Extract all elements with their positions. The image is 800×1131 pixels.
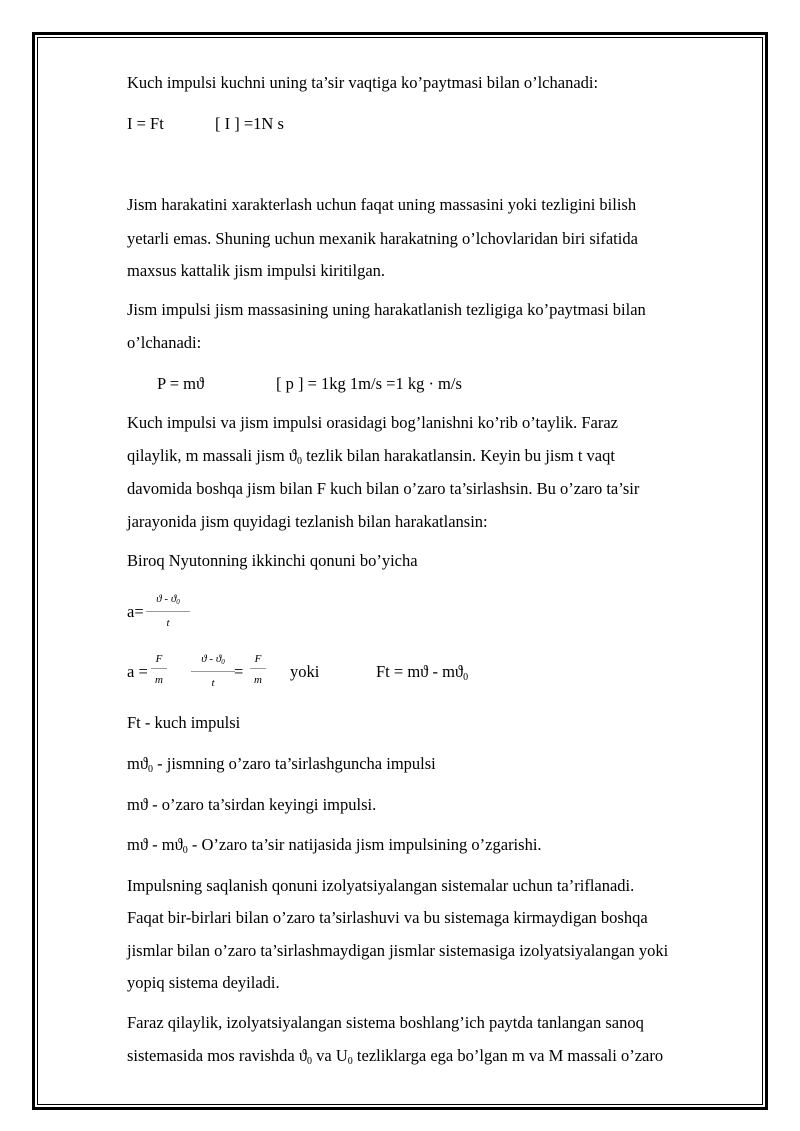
equation-newton-lhs: a = bbox=[127, 662, 148, 681]
formula-lhs: I = Ft bbox=[127, 114, 164, 133]
fraction-force-mass bbox=[151, 653, 167, 686]
text-line bbox=[127, 446, 615, 472]
text-line: maxsus kattalik jism impulsi kiritilgan. bbox=[127, 261, 386, 280]
equals-sign: = bbox=[234, 662, 244, 681]
fraction-denominator: t bbox=[166, 617, 170, 629]
fraction-denominator: m bbox=[254, 674, 262, 686]
formula-unit: [ I ] =1N s bbox=[215, 114, 284, 133]
text-line: jismlar bilan o’zaro ta’sirlashmaydigan jismlar sistemasiga izolyatsiyalangan yoki bbox=[127, 941, 669, 960]
fraction-bar bbox=[146, 611, 190, 612]
fraction-denominator: t bbox=[211, 677, 215, 689]
fraction-numerator: F bbox=[254, 653, 262, 665]
fraction-force-mass bbox=[250, 653, 266, 686]
text-line: Biroq Nyutonning ikkinchi qonuni bo’yicha bbox=[127, 551, 418, 570]
fraction-numerator: ϑ - $ϑ_0$ bbox=[156, 593, 180, 606]
fraction-velocity-change bbox=[191, 653, 235, 689]
fraction-numerator: ϑ - $ϑ_0$ bbox=[201, 653, 225, 666]
fraction-numerator: F bbox=[155, 653, 163, 665]
definition-line: mϑ - o’zaro ta’sirdan keyingi impulsi. bbox=[127, 795, 377, 814]
text-line: sistemasida mos ravishda $ϑ_0$ va $U_0$ tezliklarga ega bo’lgan m va M massali o’zaro bbox=[127, 1046, 664, 1067]
fraction-velocity-change bbox=[146, 593, 190, 629]
fraction-bar bbox=[191, 671, 235, 672]
formula-impulse-force bbox=[127, 114, 164, 134]
subscript: 0 bbox=[296, 456, 302, 467]
text-line: Kuch impulsi va jism impulsi orasidagi bog’lanishni ko’rib o’taylik. Faraz bbox=[127, 413, 618, 432]
text-fragment: tezlik bilan harakatlansin. Keyin bu jism t vaqt bbox=[301, 446, 615, 465]
formula-momentum-unit: [ p ] = 1kg 1m/s =1 kg · m/s bbox=[276, 374, 462, 393]
text-line: Faqat bir-birlari bilan o’zaro ta’sirlashuvi va bu sistemaga kirmaydigan boshqa bbox=[127, 908, 648, 927]
definition-line: Ft - kuch impulsi bbox=[127, 713, 241, 732]
text-line: yopiq sistema deyiladi. bbox=[127, 973, 280, 992]
text-line: Faraz qilaylik, izolyatsiyalangan sistema boshlang’ich paytda tanlangan sanoq bbox=[127, 1013, 644, 1032]
text-line: Jism impulsi jism massasining uning harakatlanish tezligiga ko’paytmasi bilan bbox=[127, 300, 646, 319]
text-line: yetarli emas. Shuning uchun mexanik harakatning o’lchovlaridan biri sifatida bbox=[127, 229, 638, 248]
fraction-denominator: m bbox=[155, 674, 163, 686]
text-line: o’lchanadi: bbox=[127, 333, 202, 352]
definition-line: $mϑ_0$ - jismning o’zaro ta’sirlashguncha impulsi bbox=[127, 754, 436, 775]
fraction-bar bbox=[250, 668, 266, 669]
text-line: Impulsning saqlanish qonuni izolyatsiyalangan sistemalar uchun ta’riflanadi. bbox=[127, 876, 635, 895]
equation-impulse-change: $Ft = mϑ - mϑ_0$ bbox=[376, 662, 469, 683]
text-yoki: yoki bbox=[290, 662, 320, 681]
text-line: davomida boshqa jism bilan F kuch bilan o’zaro ta’sirlashsin. Bu o’zaro ta’sir bbox=[127, 479, 640, 498]
text-line: jarayonida jism quyidagi tezlanish bilan harakatlansin: bbox=[127, 512, 488, 531]
fraction-bar bbox=[151, 668, 167, 669]
text-fragment: qilaylik, m massali jism ϑ bbox=[127, 446, 297, 465]
formula-momentum: P = mϑ bbox=[157, 374, 205, 393]
text-line: Kuch impulsi kuchni uning ta’sir vaqtiga ko’paytmasi bilan o’lchanadi: bbox=[127, 73, 599, 92]
definition-line: mϑ - $mϑ_0$ - O’zaro ta’sir natijasida jism impulsining o’zgarishi. bbox=[127, 835, 542, 856]
text-line: Jism harakatini xarakterlash uchun faqat uning massasini yoki tezligini bilish bbox=[127, 195, 637, 214]
equation-acceleration-lhs: a= bbox=[127, 602, 144, 621]
